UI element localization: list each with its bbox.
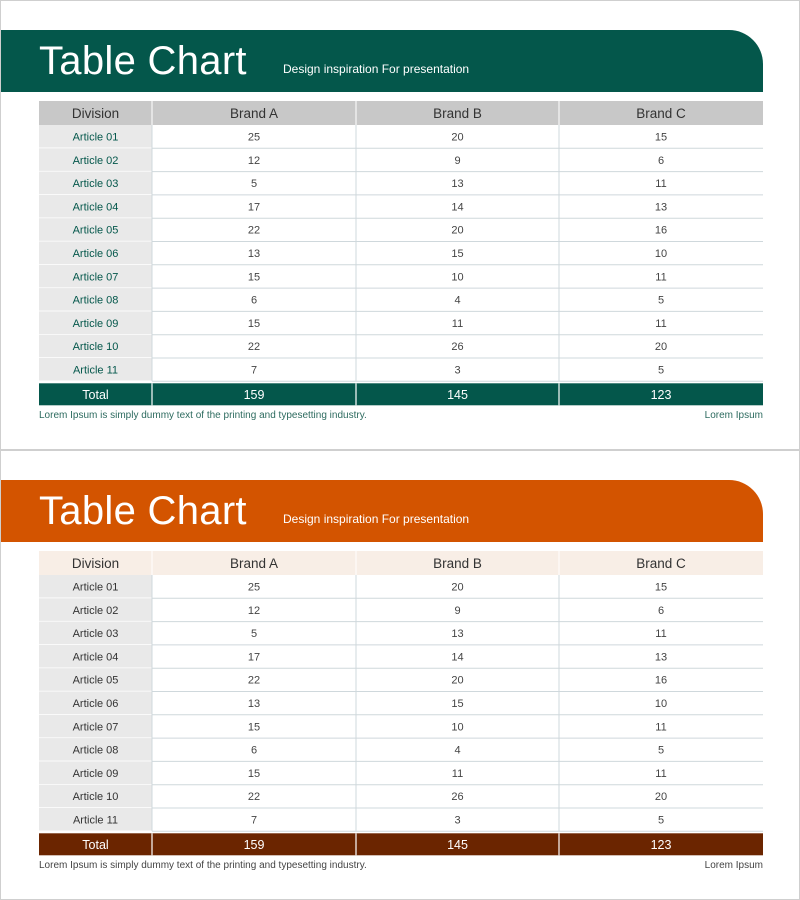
table-cell-value: 13 [654,651,668,664]
table-cell-value: 15 [451,248,464,260]
column-header: Division [71,556,120,571]
table-cell-value: 5 [250,178,258,191]
table-cell-value: 15 [654,581,668,594]
table-cell-value: 3 [454,814,461,827]
table-cell-value: 15 [247,767,261,780]
table-cell-value: 20 [451,131,464,144]
footnote-text: Lorem Ipsum is simply dummy text of the printing and typesetting industry. [39,410,367,421]
row-label: Article 04 [72,651,119,664]
table-cell-value: 16 [654,224,668,237]
table-cell-value: 4 [454,294,461,307]
column-header: Division [71,106,120,121]
table-cell-value: 15 [247,271,261,284]
table-cell-value: 7 [250,364,258,377]
slide-subtitle: Design inspiration For presentation [283,512,470,526]
table-chart-slide-orange [0,450,800,900]
row-label: Article 04 [72,201,119,214]
column-header: Brand B [433,106,482,121]
row-label: Article 03 [72,628,119,641]
table-cell-value: 22 [247,341,261,354]
total-value: 145 [447,387,468,402]
row-label: Article 09 [72,317,119,330]
slide-subtitle: Design inspiration For presentation [283,62,470,76]
data-table [1,451,800,900]
row-label: Article 07 [72,271,119,284]
table-cell-value: 13 [451,178,464,191]
table-cell-value: 11 [655,178,667,191]
row-label: Article 07 [72,721,119,734]
table-cell-value: 9 [454,154,461,167]
table-cell-value: 13 [451,628,464,641]
footnote-text: Lorem Ipsum is simply dummy text of the printing and typesetting industry. [39,860,367,871]
table-cell-value: 10 [451,271,464,284]
table-cell-value: 15 [654,131,668,144]
total-value: 145 [447,837,468,852]
table-cell-value: 25 [247,131,261,144]
row-label: Article 08 [72,294,119,307]
table-cell-value: 11 [451,767,464,780]
table-cell-value: 5 [657,814,665,827]
row-label: Article 05 [72,224,119,237]
total-value: 159 [243,387,265,402]
table-cell-value: 22 [247,224,261,237]
table-cell-value: 17 [247,201,261,214]
table-cell-value: 5 [657,744,665,757]
row-label: Article 09 [72,767,119,780]
table-cell-value: 9 [454,604,461,617]
table-cell-value: 10 [654,248,668,260]
table-cell-value: 11 [655,721,667,734]
column-header: Brand A [229,556,279,571]
data-table [1,1,800,450]
table-cell-value: 13 [654,201,668,214]
column-header: Brand C [636,106,686,121]
total-label: Total [82,837,109,852]
row-label: Article 11 [72,814,119,827]
table-cell-value: 6 [657,154,665,167]
row-label: Article 11 [72,364,119,377]
table-cell-value: 15 [247,721,261,734]
table-cell-value: 20 [654,791,668,804]
row-label: Article 02 [72,154,119,167]
table-cell-value: 6 [657,604,665,617]
total-value: 159 [243,837,265,852]
table-cell-value: 6 [250,294,258,307]
row-label: Article 10 [72,791,119,804]
table-cell-value: 20 [451,224,464,237]
row-label: Article 10 [72,341,119,354]
footnote-caption: Lorem Ipsum [704,410,763,421]
row-label: Article 01 [72,581,119,594]
row-label: Article 03 [72,178,119,191]
table-cell-value: 3 [454,364,461,377]
column-header: Brand C [636,556,686,571]
table-cell-value: 26 [451,791,464,804]
table-cell-value: 13 [247,248,261,260]
table-cell-value: 22 [247,791,261,804]
footnote-caption: Lorem Ipsum [704,860,763,871]
table-cell-value: 25 [247,581,261,594]
table-cell-value: 26 [451,341,464,354]
table-cell-value: 13 [247,698,261,710]
row-label: Article 02 [72,604,119,617]
table-cell-value: 14 [451,201,464,214]
table-cell-value: 5 [657,294,665,307]
table-cell-value: 7 [250,814,258,827]
table-cell-value: 4 [454,744,461,757]
row-label: Article 08 [72,744,119,757]
table-cell-value: 11 [655,628,667,641]
table-cell-value: 17 [247,651,261,664]
table-cell-value: 5 [250,628,258,641]
table-cell-value: 15 [451,698,464,710]
table-cell-value: 12 [247,604,261,617]
total-label: Total [82,387,109,402]
table-cell-value: 15 [247,317,261,330]
table-cell-value: 20 [451,581,464,594]
column-header: Brand B [433,556,482,571]
table-cell-value: 12 [247,154,261,167]
row-label: Article 01 [72,131,119,144]
total-value: 123 [650,387,672,402]
table-cell-value: 14 [451,651,464,664]
column-header: Brand A [229,106,279,121]
table-cell-value: 20 [451,674,464,687]
table-cell-value: 20 [654,341,668,354]
table-cell-value: 10 [451,721,464,734]
table-cell-value: 22 [247,674,261,687]
table-cell-value: 11 [655,767,667,780]
total-value: 123 [650,837,672,852]
slide-title: Table Chart [39,489,247,533]
table-cell-value: 5 [657,364,665,377]
table-cell-value: 11 [451,317,464,330]
table-cell-value: 11 [655,271,667,284]
row-label: Article 06 [72,248,119,260]
row-label: Article 06 [72,698,119,710]
slide-title: Table Chart [39,39,247,83]
row-label: Article 05 [72,674,119,687]
table-cell-value: 16 [654,674,668,687]
table-cell-value: 6 [250,744,258,757]
table-cell-value: 10 [654,698,668,710]
table-cell-value: 11 [655,317,667,330]
